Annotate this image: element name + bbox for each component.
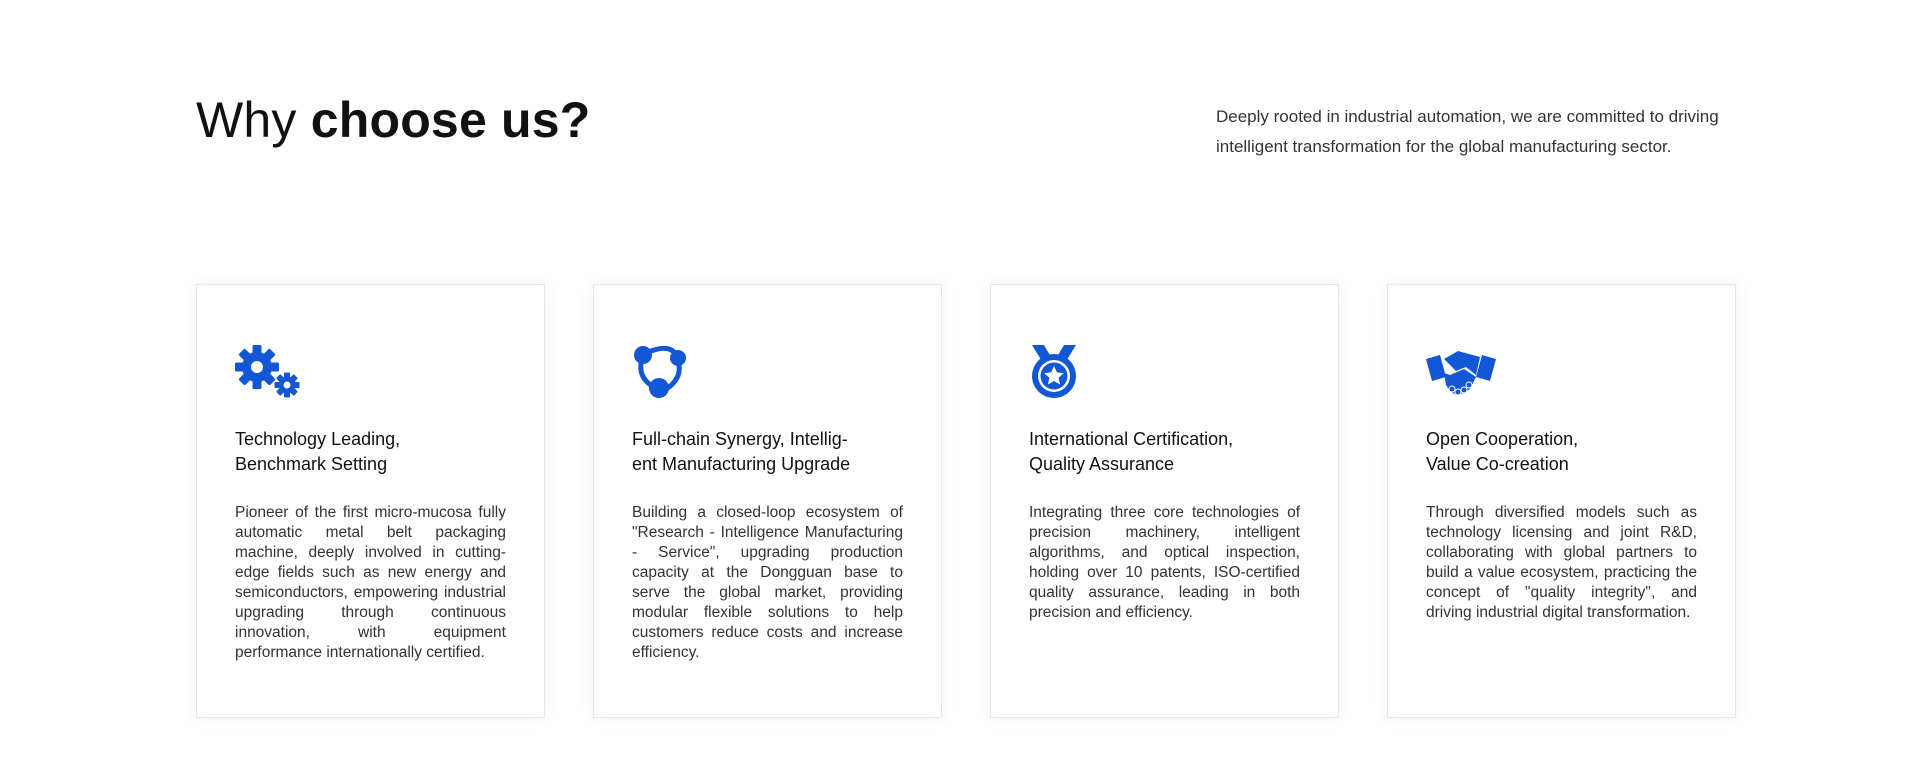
card-title-line-1: Technology Leading, (235, 429, 401, 449)
section-title (196, 92, 591, 148)
title-bold-text: choose us? (310, 92, 591, 148)
gears-icon (235, 345, 305, 401)
card-title (1029, 427, 1319, 477)
feature-card-certification (990, 284, 1339, 718)
title-light-text: Why (196, 92, 297, 148)
card-title (632, 427, 922, 477)
card-title-line-2: Quality Assurance (1029, 454, 1175, 474)
card-description: Building a closed-loop ecosystem of "Research - Intelligence Manufacturing - Service", upgrading production capacity at the Dongguan base to serve the global market, providing modular flexible solutions to help customers reduce costs and increase efficiency. (632, 504, 903, 661)
handshake-icon (1426, 345, 1496, 401)
card-description: Through diversified models such as technology licensing and joint R&D, collaborating with global partners to build a value ecosystem, practicing the concept of "quality integrity", and driving industrial digital transformation. (1426, 504, 1697, 621)
card-title-line-2: ent Manufacturing Upgrade (632, 454, 851, 474)
card-title-line-1: Full-chain Synergy, Intellig- (632, 429, 848, 449)
card-title (1426, 427, 1716, 477)
card-title-line-1: International Certification, (1029, 429, 1234, 449)
section-intro: Deeply rooted in industrial automation, we are committed to driving intelligent transformation for the global manufacturing sector. (1216, 107, 1719, 156)
card-description: Pioneer of the first micro-mucosa fully automatic metal belt packaging machine, deeply involved in cutting-edge fields such as new energy and semiconductors, empowering industrial upgrading through continuous innovation, with equipment performance internationally certified. (235, 504, 506, 661)
card-title-line-2: Value Co-creation (1426, 454, 1569, 474)
feature-card-technology (196, 284, 545, 718)
card-description: Integrating three core technologies of precision machinery, intelligent algorithms, and optical inspection, holding over 10 patents, ISO-certified quality assurance, leading in both precision and efficiency. (1029, 504, 1300, 621)
feature-cards (196, 284, 1736, 718)
section-header (196, 92, 1736, 192)
card-title-line-2: Benchmark Setting (235, 454, 388, 474)
feature-card-cooperation (1387, 284, 1736, 718)
card-title-line-1: Open Cooperation, (1426, 429, 1579, 449)
feature-card-synergy (593, 284, 942, 718)
medal-star-icon (1029, 345, 1099, 401)
network-nodes-icon (632, 345, 702, 401)
card-title (235, 427, 525, 477)
